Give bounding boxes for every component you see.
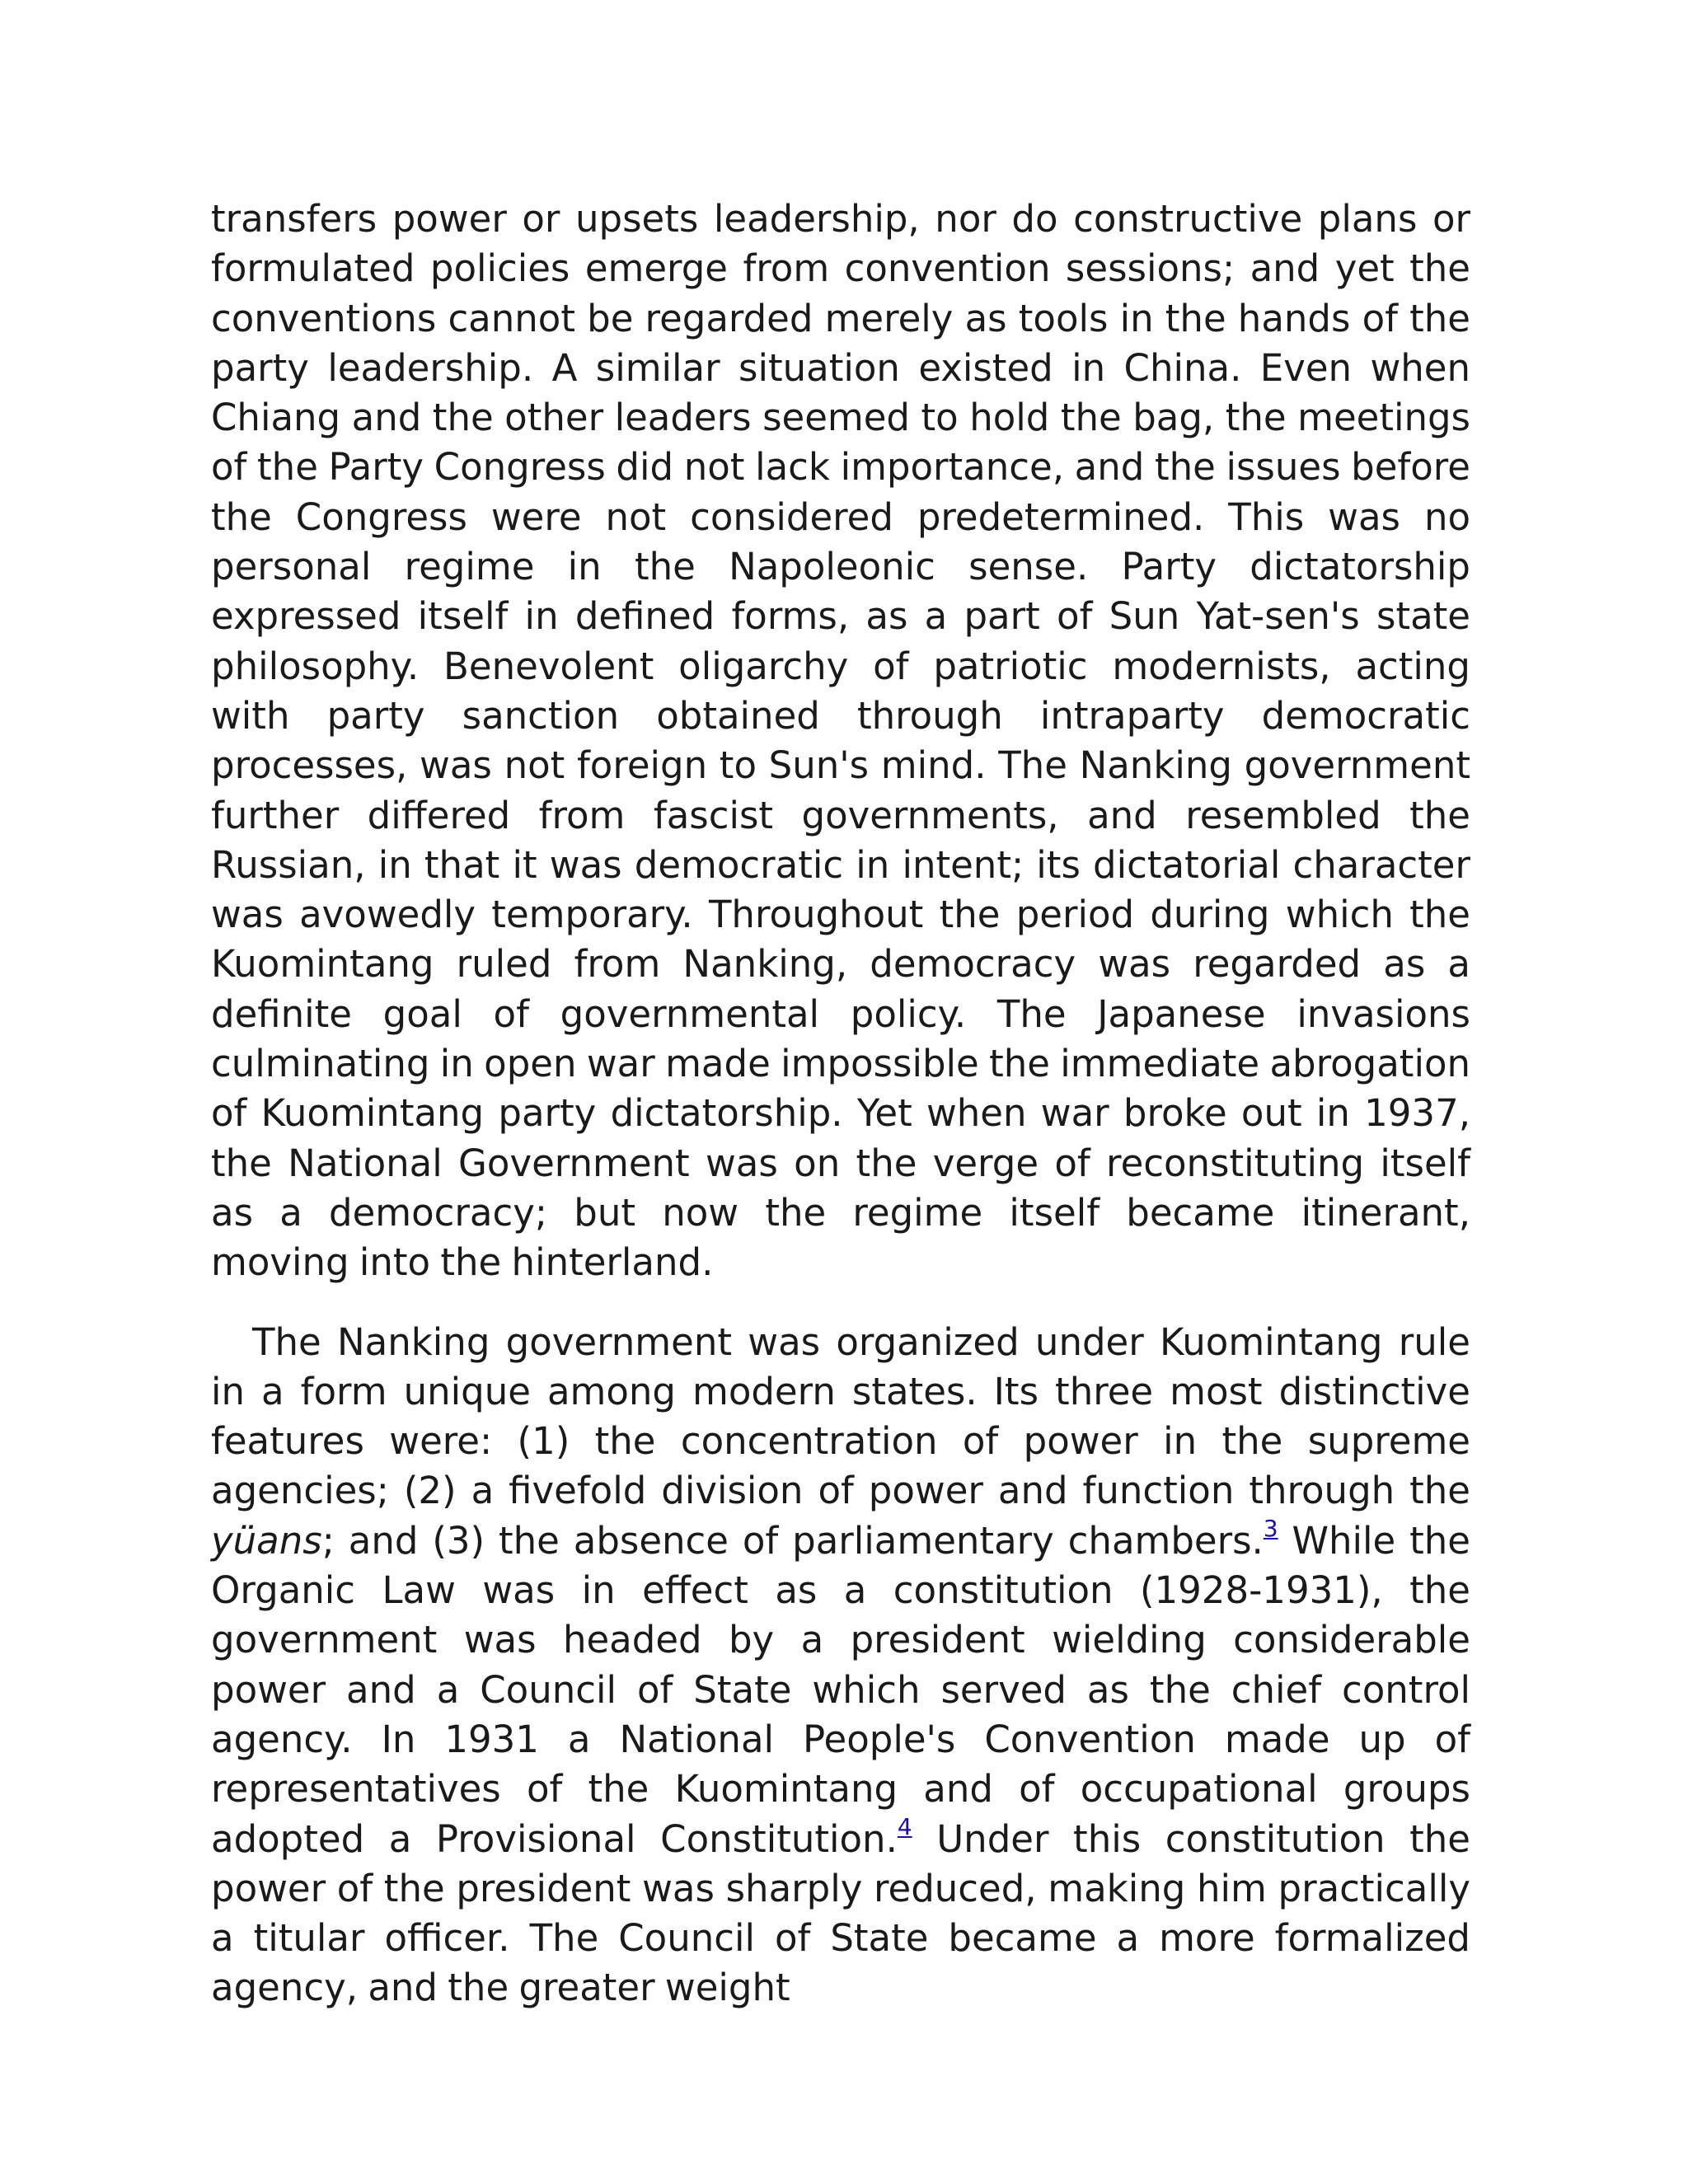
paragraph-2-text-b: ; and (3) the absence of parliamentary chambers. bbox=[321, 1518, 1264, 1563]
paragraph-2-text-c: While the Organic Law was in effect as a constitution (1928-1931), the government was headed by a president wielding considerable power and a Council of State which served as the chief control agency. In 1931 a National People's Convention made up of representatives of the Kuomintang and of occupational groups adopted a Provisional Constitution. bbox=[211, 1518, 1470, 1861]
italic-term-yuans: yüans bbox=[211, 1518, 322, 1563]
document-page bbox=[211, 194, 1470, 2013]
paragraph-1-text: transfers power or upsets leadership, nor do constructive plans or formulated policies emerge from convention sessions; and yet the conventions cannot be regarded merely as tools in the hands of the party leadership. A similar situation existed in China. Even when Chiang and the other leaders seemed to hold the bag, the meetings of the Party Congress did not lack importance, and the issues before the Congress were not considered predetermined. This was no personal regime in the Napoleonic sense. Party dictatorship expressed itself in defined forms, as a part of Sun Yat-sen's state philosophy. Benevolent oligarchy of patriotic modernists, acting with party sanction obtained through intraparty democratic processes, was not foreign to Sun's mind. The Nanking government further differed from fascist governments, and resembled the Russian, in that it was democratic in intent; its dictatorial character was avowedly temporary. Throughout the period during which the Kuomintang ruled from Nanking, democracy was regarded as a definite goal of governmental policy. The Japanese invasions culminating in open war made impossible the immediate abrogation of Kuomintang party dictatorship. Yet when war broke out in 1937, the National Government was on the verge of reconstituting itself as a democracy; but now the regime itself became itinerant, moving into the hinterland. bbox=[211, 197, 1470, 1285]
paragraph-2-text-d: Under this constitution the power of the president was sharply reduced, making him practically a titular officer. The Council of State became a more formalized agency, and the greater weight bbox=[211, 1816, 1470, 2010]
footnote-link-3[interactable]: 3 bbox=[1263, 1514, 1278, 1542]
body-paragraph-1 bbox=[211, 194, 1470, 1288]
body-paragraph-2 bbox=[211, 1318, 1470, 2013]
paragraph-2-text-a: The Nanking government was organized under Kuomintang rule in a form unique among modern states. Its three most distinctive features were: (1) the concentration of power in the supreme agencies; (2) a fivefold division of power and function through the bbox=[211, 1319, 1470, 1513]
footnote-link-4[interactable]: 4 bbox=[897, 1812, 912, 1840]
